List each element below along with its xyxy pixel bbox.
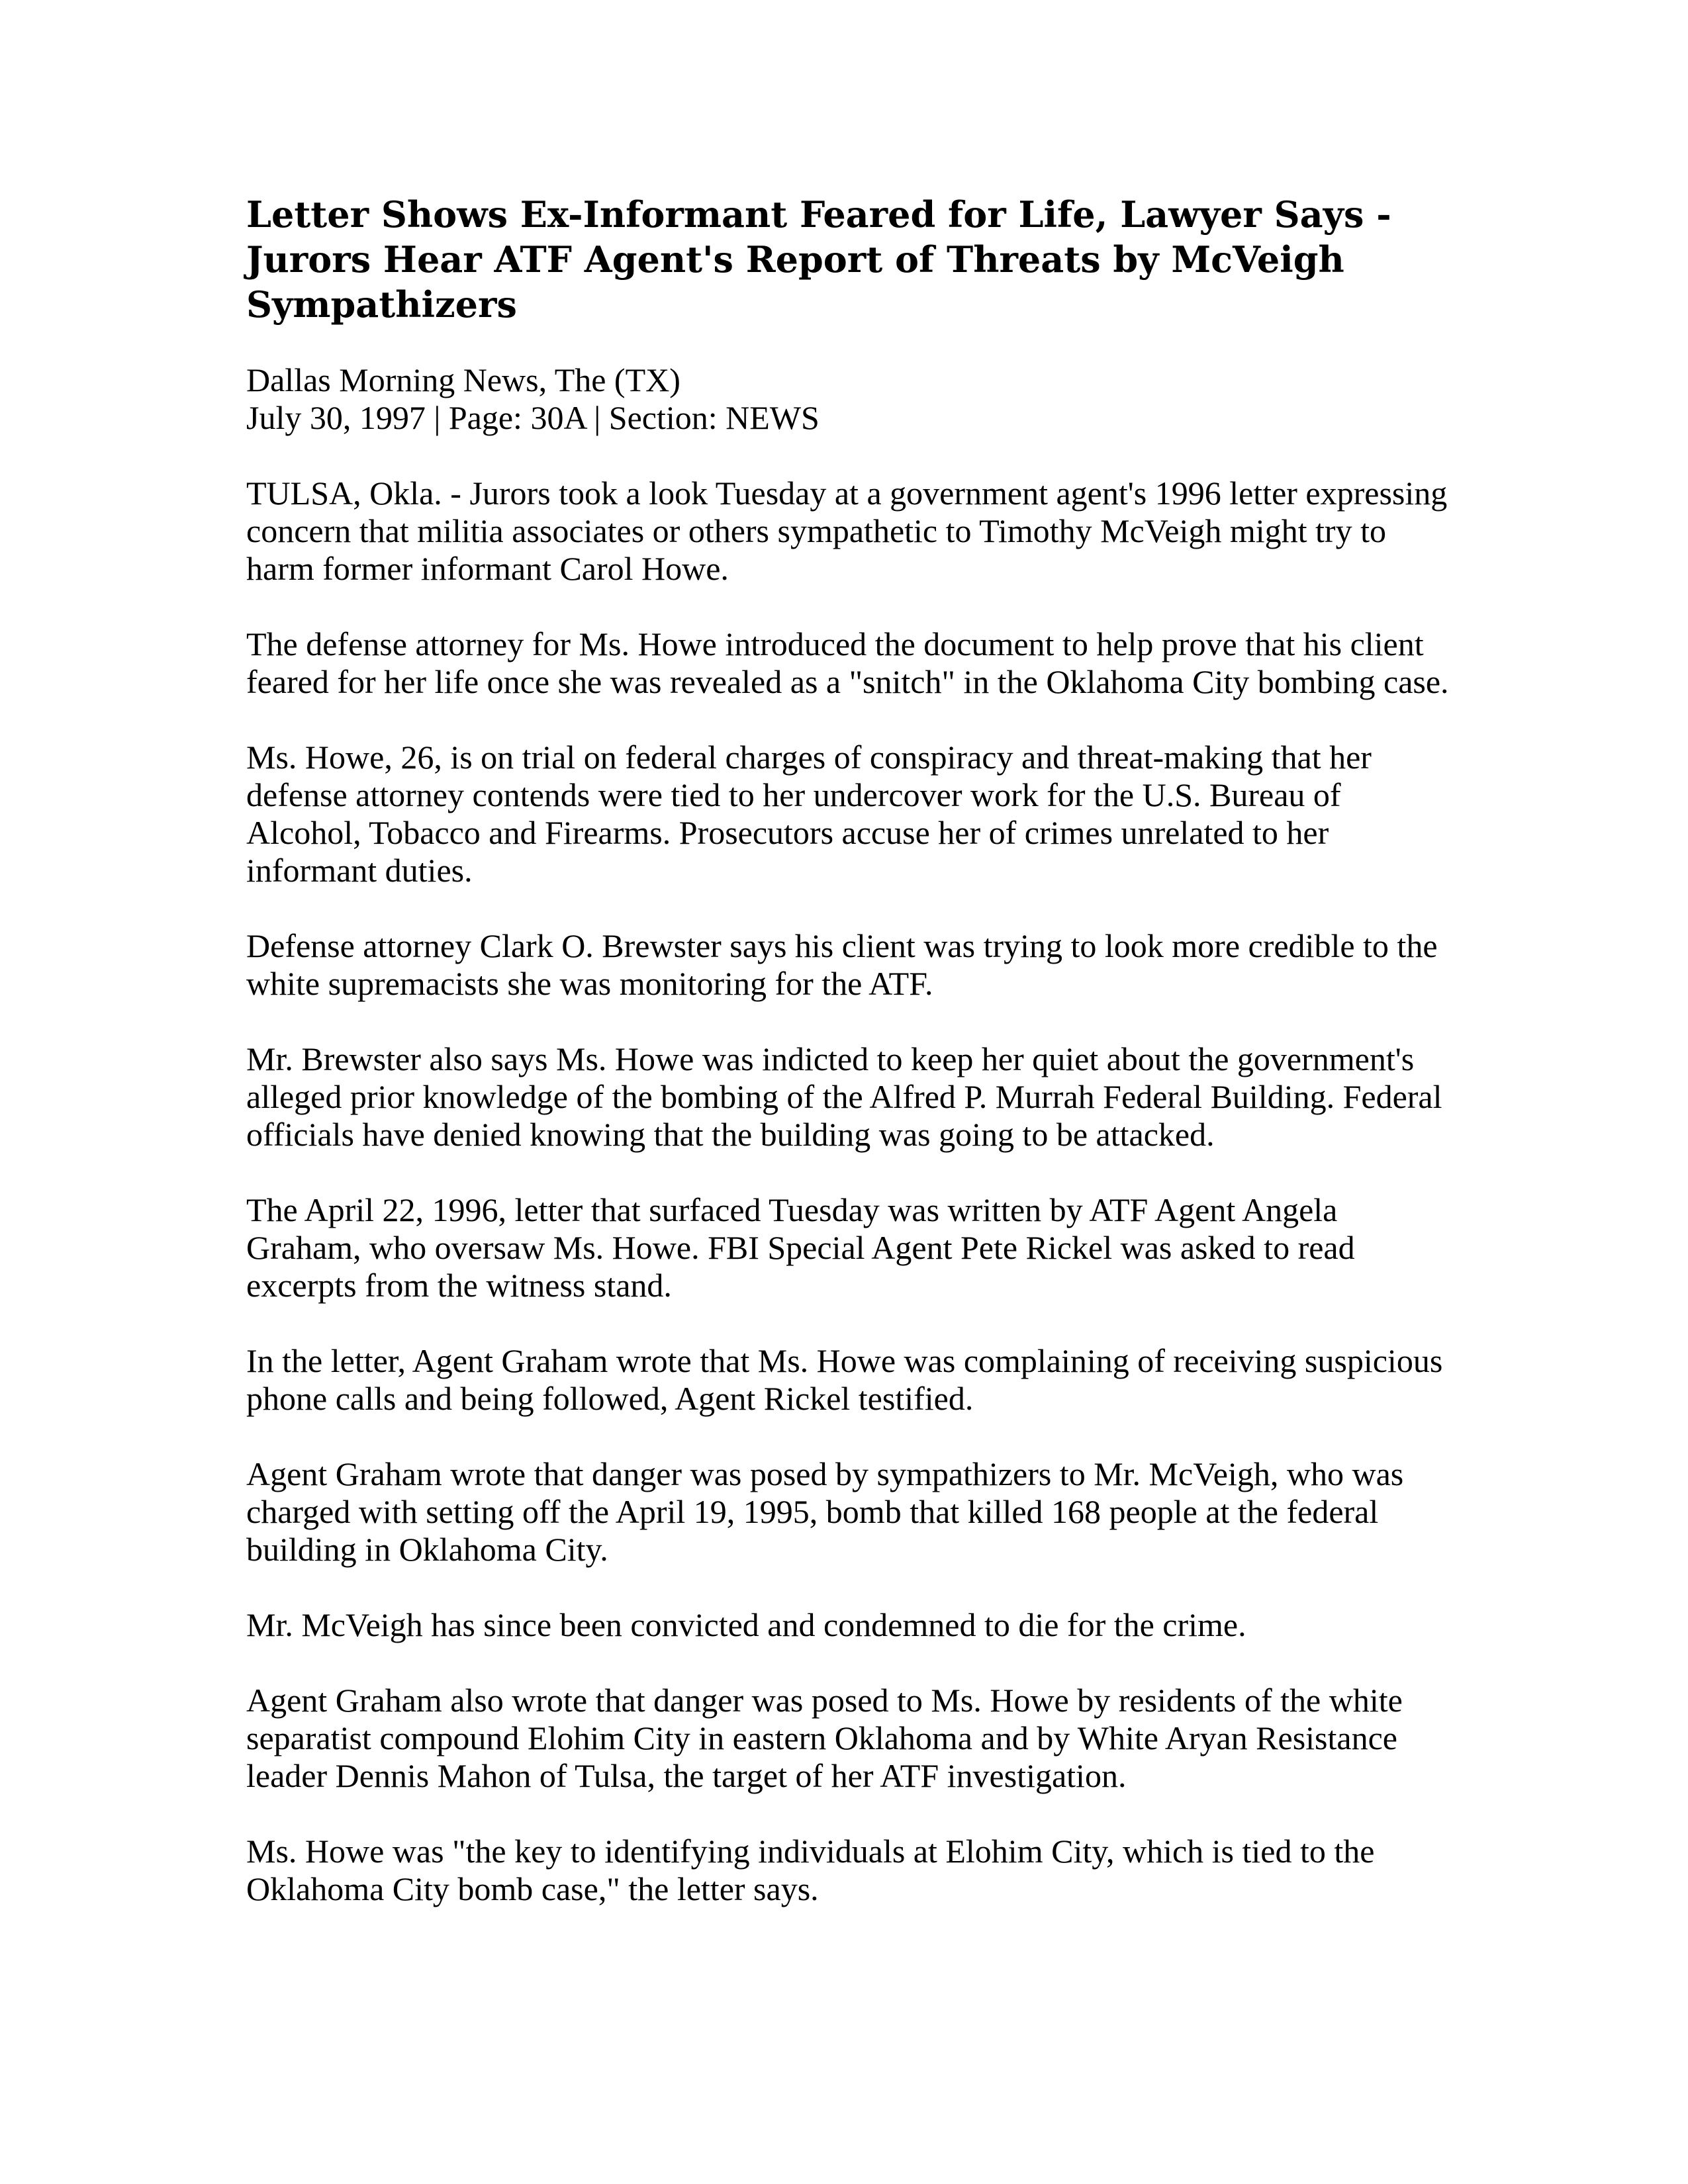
article-meta xyxy=(246,361,1451,437)
article-paragraph: Agent Graham wrote that danger was posed by sympathizers to Mr. McVeigh, who was charged with setting off the April 19, 1995, bomb that killed 168 people at the federal building in Oklahoma City. xyxy=(246,1455,1404,1568)
article-paragraph: Mr. McVeigh has since been convicted and condemned to die for the crime. xyxy=(246,1606,1246,1643)
article-paragraph: The defense attorney for Ms. Howe introduced the document to help prove that his client feared for her life once she was revealed as a "snitch" in the Oklahoma City bombing case. xyxy=(246,625,1449,700)
article xyxy=(246,192,1451,1946)
article-headline: Letter Shows Ex-Informant Feared for Life, Lawyer Says - Jurors Hear ATF Agent's Report of Threats by McVeigh Sympathizers xyxy=(246,193,1391,326)
article-paragraph: The April 22, 1996, letter that surfaced Tuesday was written by ATF Agent Angela Graham, who oversaw Ms. Howe. FBI Special Agent Pete Rickel was asked to read excerpts from the witness stand. xyxy=(246,1191,1355,1304)
article-paragraph: In the letter, Agent Graham wrote that Ms. Howe was complaining of receiving suspicious phone calls and being followed, Agent Rickel testified. xyxy=(246,1342,1443,1417)
article-paragraph: TULSA, Okla. - Jurors took a look Tuesday at a government agent's 1996 letter expressing concern that militia associates or others sympathetic to Timothy McVeigh might try to harm former informant Carol Howe. xyxy=(246,475,1448,587)
article-paragraph: Defense attorney Clark O. Brewster says his client was trying to look more credible to the white supremacists she was monitoring for the ATF. xyxy=(246,927,1438,1002)
article-paragraph: Ms. Howe was "the key to identifying individuals at Elohim City, which is tied to the Oklahoma City bomb case," the letter says. xyxy=(246,1833,1375,1907)
article-paragraph: Mr. Brewster also says Ms. Howe was indicted to keep her quiet about the government's alleged prior knowledge of the bombing of the Alfred P. Murrah Federal Building. Federal officials have denied knowing that the building was going to be attacked. xyxy=(246,1040,1442,1153)
article-paragraph: Ms. Howe, 26, is on trial on federal charges of conspiracy and threat-making that her defense attorney contends were tied to her undercover work for the U.S. Bureau of Alcohol, Tobacco and Firearms. Prosecutors accuse her of crimes unrelated to her informant duties. xyxy=(246,739,1372,889)
article-source: Dallas Morning News, The (TX) xyxy=(246,361,680,398)
article-paragraph: Agent Graham also wrote that danger was posed to Ms. Howe by residents of the white separatist compound Elohim City in eastern Oklahoma and by White Aryan Resistance leader Dennis Mahon of Tulsa, the target of her ATF investigation. xyxy=(246,1682,1403,1794)
article-dateline: July 30, 1997 | Page: 30A | Section: NEWS xyxy=(246,399,820,436)
